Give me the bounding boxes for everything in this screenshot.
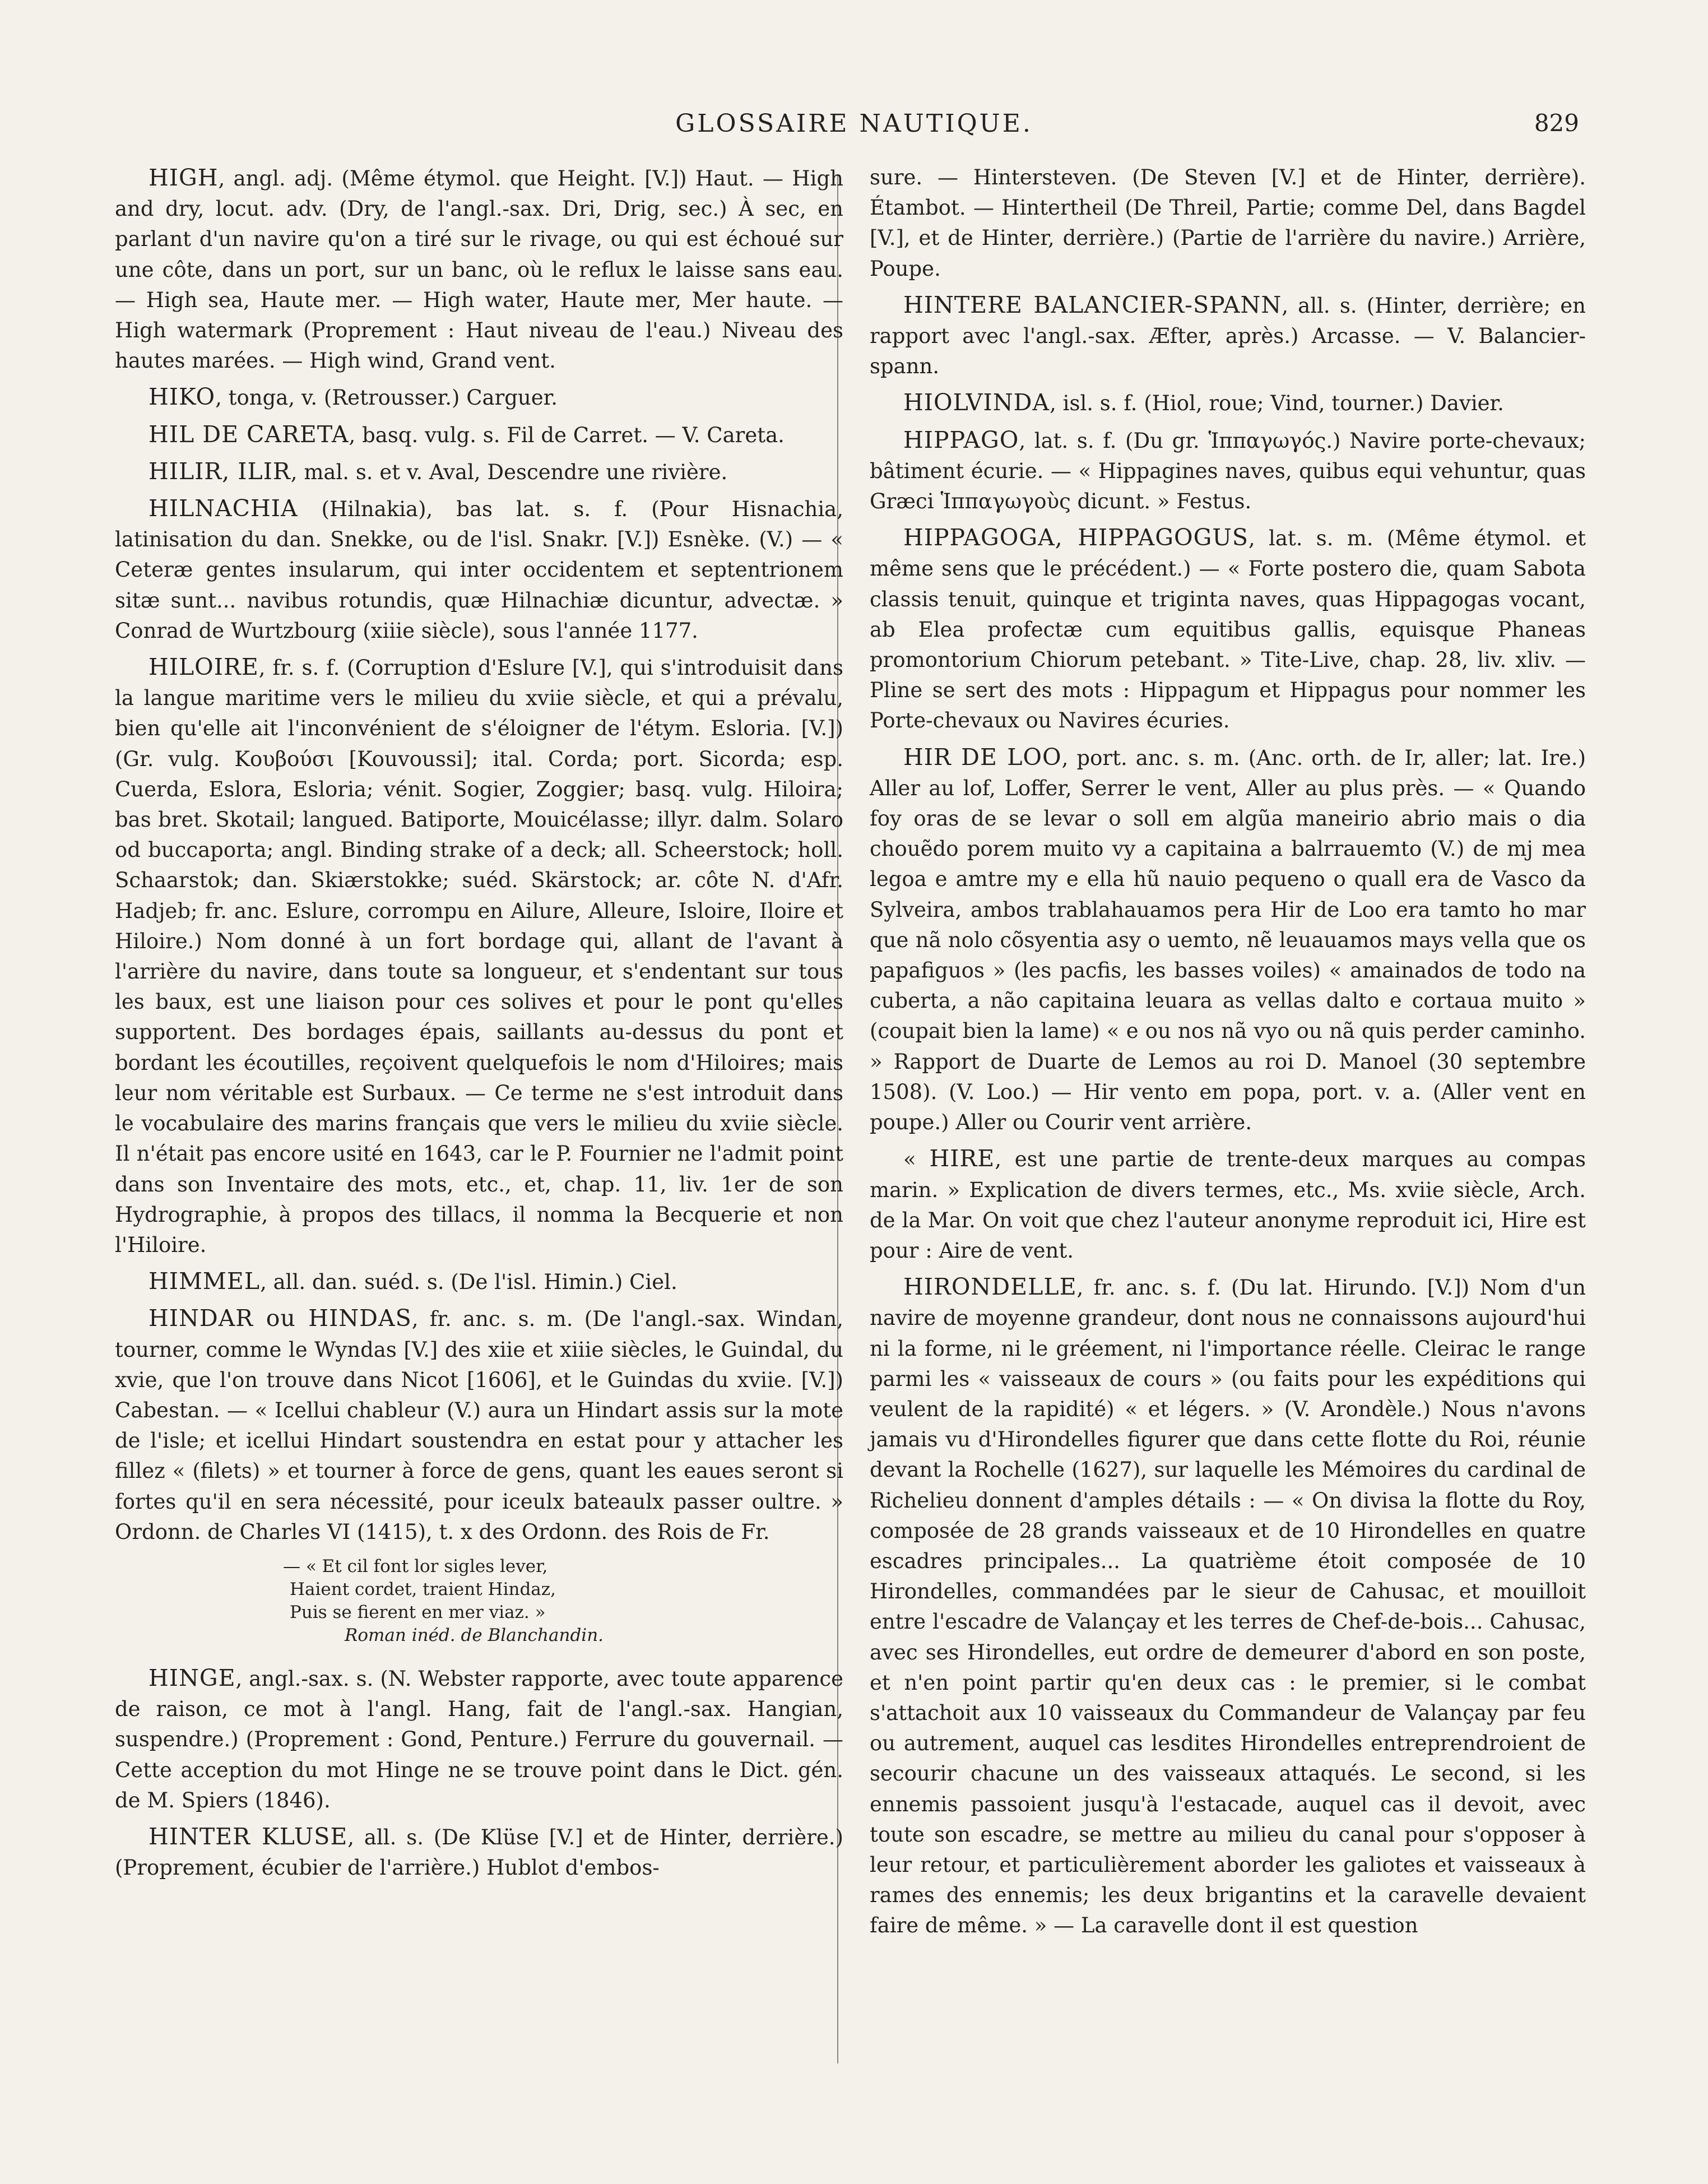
definition: sure. — Hintersteven. (De Steven [V.] et de Hinter, derrière). Étambot. — Hintertheil (De Threil, Partie; comme Del, dans Bagdel [V.], et de Hinter, derrière.) (Partie de l'arrière du navire.) Arrière, Poupe. — [870, 165, 1586, 281]
entry-hiko — [115, 382, 843, 413]
headword: HINTERE BALANCIER-SPANN — [903, 291, 1282, 318]
page-title: GLOSSAIRE NAUTIQUE. — [675, 109, 1033, 138]
definition: , all. s. (Hinter, derrière; en rapport avec l'angl.-sax. Æfter, après.) Arcasse. — V. Balancier-spann. — [870, 293, 1586, 379]
headword: HIMMEL — [148, 1268, 261, 1295]
page-number: 829 — [1534, 109, 1579, 137]
headword: HIR DE LOO — [903, 743, 1062, 771]
entry-hil-de-careta — [115, 419, 843, 451]
headword: HIPPAGO — [903, 426, 1019, 453]
definition: , port. anc. s. m. (Anc. orth. de Ir, aller; lat. Ire.) Aller au lof, Loffer, Serrer le vent, Aller au plus près. — « Quando foy oras de se levar o soll em algũa maneirio abrio mais o dia chouẽdo porem muito vy a capitaina a balrrauemto (V.) de mj mea legoa e amtre my e ella hũ nauio pequeno o quall era de Vasco da Sylveira, ambos trablahauamos pera Hir de Loo era tamto ho mar que nã nolo cõsyentia asy o uemto, nẽ leuauamos mays vella que os papafiguos » (les pacfis, les basses voiles) « amainados de todo na cuberta, a não capitaina leuara as vellas dalto e cortaua muito » (coupait bien la lame) « e ou nos nã vyo ou nã quis perder caminho. » Rapport de Duarte de Lemos au roi D. Manoel (30 septembre 1508). (V. Loo.) — Hir vento em popa, port. v. a. (Aller vent en poupe.) Aller ou Courir vent arrière. — [870, 745, 1586, 1135]
headword: HIRE — [929, 1145, 995, 1172]
definition: , all. dan. suéd. s. (De l'isl. Himin.) Ciel. — [260, 1270, 677, 1295]
right-column — [870, 163, 1586, 1947]
headword: HIPPAGOGA, HIPPAGOGUS — [903, 524, 1248, 551]
definition: , basq. vulg. s. Fil de Carret. — V. Careta. — [349, 423, 785, 447]
entry-hintere-balancier-spann — [870, 290, 1586, 382]
definition: , est une partie de trente-deux marques au compas marin. » Explication de divers termes, etc., Ms. xviie siècle, Arch. de la Mar. On voit que chez l'auteur anonyme reproduit ici, Hire est pour : Aire de vent. — [870, 1147, 1586, 1263]
entry-hindar — [115, 1303, 843, 1547]
entry-hiloire — [115, 652, 843, 1260]
entry-hirondelle — [870, 1272, 1586, 1941]
entry-hiolvinda — [870, 387, 1586, 419]
headword: HILIR, ILIR — [148, 457, 291, 485]
verse-quotation — [283, 1555, 843, 1647]
entry-himmel — [115, 1266, 843, 1297]
headword: HIGH — [148, 164, 219, 191]
entry-hinter-kluse — [115, 1821, 843, 1883]
definition: , tonga, v. (Retrousser.) Carguer. — [215, 386, 558, 410]
definition: , fr. anc. s. m. (De l'angl.-sax. Windan, tourner, comme le Wyndas [V.] des xiie et xiiie siècles, le Guindal, du xvie, que l'on trouve dans Nicot [1606], et le Guindas du xviie. [V.]) Cabestan. — « Icellui chableur (V.) aura un Hindart assis sur la mote de l'isle; et icellui Hindart soustendra en estat pour y attacher les fillez « (filets) » et tourner à force de gens, quant les eaues seront si fortes qu'il en sera nécessité, pour iceulx bateaulx passer oultre. » Ordonn. de Charles VI (1415), t. x des Ordonn. des Rois de Fr. — [115, 1307, 844, 1544]
verse-source: Roman inéd. de Blanchandin. — [345, 1625, 604, 1645]
definition: , angl. adj. (Même étymol. que Height. [V.]) Haut. — High and dry, locut. adv. (Dry, de l'angl.-sax. Dri, Drig, sec.) À sec, en parlant d'un navire qu'on a tiré sur le rivage, ou qui est échoué sur une côte, dans un port, sur un banc, où le reflux le laisse sans eau. — High sea, Haute mer. — High water, Haute mer, Mer haute. — High watermark (Proprement : Haut niveau de l'eau.) Niveau des hautes marées. — High wind, Grand vent. — [115, 166, 843, 373]
entry-high — [115, 163, 843, 376]
headword: HIOLVINDA — [903, 389, 1050, 416]
entry-continuation — [870, 163, 1586, 284]
entry-hippago — [870, 425, 1586, 517]
definition: , angl.-sax. s. (N. Webster rapporte, avec toute apparence de raison, ce mot à l'angl. Hang, fait de l'angl.-sax. Hangian, suspendre.) (Proprement : Gond, Penture.) Ferrure du gouvernail. — Cette acception du mot Hinge ne se trouve point dans le Dict. gén. de M. Spiers (1846). — [115, 1666, 843, 1812]
entry-hinge — [115, 1663, 843, 1816]
entry-hire — [870, 1143, 1586, 1266]
headword: HINDAR ou HINDAS — [148, 1305, 412, 1332]
verse-line: — « Et cil font lor sigles lever, — [283, 1556, 548, 1576]
definition: , isl. s. f. (Hiol, roue; Vind, tourner.) Davier. — [1050, 391, 1504, 416]
left-column — [115, 163, 843, 1889]
headword: HINTER KLUSE — [148, 1823, 348, 1850]
verse-line: Haient cordet, traient Hindaz, — [290, 1579, 556, 1599]
headword: HIL DE CARETA — [148, 420, 349, 448]
definition: , fr. s. f. (Corruption d'Eslure [V.], qui s'introduisit dans la langue maritime vers le milieu du xviie siècle, et qui a prévalu, bien qu'elle ait l'inconvénient de s'éloigner de l'étym. Esloria. [V.]) (Gr. vulg. Κουβούσι [Kouvoussi]; ital. Corda; port. Sicorda; esp. Cuerda, Eslora, Esloria; vénit. Sogier, Zoggier; basq. vulg. Hiloira; bas bret. Skotail; langued. Batiporte, Mouicélasse; illyr. dalm. Solaro od buccaporta; angl. Binding strake of a deck; all. Scheerstock; holl. Schaarstok; dan. Skiærstokke; suéd. Skärstock; ar. côte N. d'Afr. Hadjeb; fr. anc. Eslure, corrompu en Ailure, Alleure, Isloire, Iloire et Hiloire.) Nom donné à un fort bordage qui, allant de l'avant à l'arrière du navire, dans toute sa longueur, et s'endentant sur tous les baux, est une liaison pour ces solives et pour le pont qu'elles supportent. Des bordages épais, saillants au-dessus du pont et bordant les écoutilles, reçoivent quelquefois le nom d'Hiloires; mais leur nom véritable est Surbaux. — Ce terme ne s'est introduit dans le vocabulaire des marins français que vers le milieu du xviie siècle. Il n'était pas encore usité en 1643, car le P. Fournier ne l'admit point dans son Inventaire des mots, etc., et, chap. 11, liv. 1er de son Hydrographie, à propos des tillacs, il nomma la Becquerie et non l'Hiloire. — [115, 656, 843, 1257]
headword: HIRONDELLE — [903, 1273, 1077, 1301]
headword: HINGE — [148, 1664, 236, 1691]
definition: , fr. anc. s. f. (Du lat. Hirundo. [V.]) Nom d'un navire de moyenne grandeur, dont nous ne connaissons aujourd'hui ni la forme, ni le gréement, ni l'importance réelle. Cleirac le range parmi les « vaisseaux de cours » (ou faits pour les expéditions qui veulent de la rapidité) « et légers. » (V. Arondèle.) Nous n'avons jamais vu d'Hirondelles figurer que dans cette flotte du Roi, réunie devant la Rochelle (1627), sur laquelle les Mémoires du cardinal de Richelieu donnent d'amples détails : — « On divisa la flotte du Roy, composée de 28 grands vaisseaux et de 10 Hirondelles en quatre escadres principales... La quatrième étoit composée de 10 Hirondelles, commandées par le sieur de Cahusac, et mouilloit entre l'escadre de Valançay et les terres de Chef-de-bois... Cahusac, avec ses Hirondelles, eut ordre de demeurer d'abord en son poste, et n'en point partir qu'en deux cas : le premier, si le combat s'attachoit aux 10 vaisseaux du Commandeur de Valançay par feu ou autrement, auquel cas lesdites Hirondelles entreprendroient de secourir chacune un des vaisseaux attaqués. Le second, si les ennemis passoient jusqu'à l'estacade, auquel cas il devoit, avec toute son escadre, se mettre au milieu du canal pour s'opposer à leur retour, et particulièrement aborder les galiotes et vaisseaux à rames des ennemis; les deux brigantins et la caravelle devaient faire de même. » — La caravelle dont il est question — [870, 1276, 1586, 1938]
definition: , lat. s. f. (Du gr. Ἱππαγωγός.) Navire porte-chevaux; bâtiment écurie. — « Hippagines naves, quibus equi vehuntur, quas Græci Ἱππαγωγοὺς dicunt. » Festus. — [870, 428, 1586, 514]
definition: , all. s. (De Klüse [V.] et de Hinter, derrière.) (Proprement, écubier de l'arrière.) Hublot d'embos- — [115, 1825, 843, 1880]
definition: , mal. s. et v. Aval, Descendre une rivière. — [290, 460, 728, 484]
definition: , lat. s. m. (Même étymol. et même sens que le précédent.) — « Forte postero die, quam Sabota classis tenuit, quinque et triginta naves, quas Hippagogas vocant, ab Elea profectæ cum equitibus gallis, equisque Phaneas promontorium Chiorum petebant. » Tite-Live, chap. 28, liv. xliv. — Pline se sert des mots : Hippagum et Hippagus pour nommer les Porte-chevaux ou Navires écuries. — [870, 526, 1586, 733]
entry-hippagoga — [870, 522, 1586, 736]
running-header — [0, 109, 1708, 149]
verse-line: Puis se fierent en mer viaz. » — [290, 1602, 546, 1622]
entry-hilir — [115, 456, 843, 488]
headword: HIKO — [148, 383, 216, 411]
quote-mark: « — [903, 1147, 930, 1172]
headword: HILNACHIA — [148, 495, 298, 522]
entry-hir-de-loo — [870, 742, 1586, 1138]
definition: (Hilnakia), bas lat. s. f. (Pour Hisnachia, latinisation du dan. Snekke, ou de l'isl. Snakr. [V.]) Esnèke. (V.) — « Ceteræ gentes insularum, qui inter occidentem et septentrionem sitæ sunt... navibus rotundis, quæ Hilnachiæ dicuntur, advectæ. » Conrad de Wurtzbourg (xiiie siècle), sous l'année 1177. — [115, 497, 843, 643]
entry-hilnachia — [115, 493, 843, 646]
headword: HILOIRE — [148, 653, 259, 681]
